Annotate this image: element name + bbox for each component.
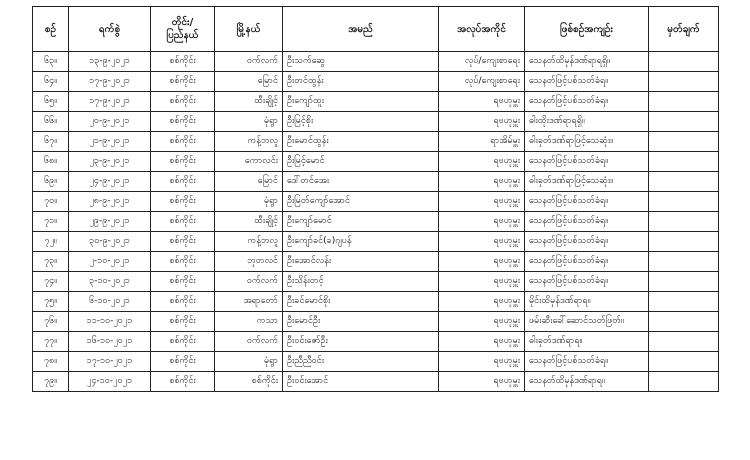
- summary-cell: သေနတ်ဖြင့်ပစ်သတ်ခံရ။: [525, 72, 649, 92]
- header-serial: စဉ်: [33, 7, 69, 52]
- township-cell: ဘုတလင်: [215, 252, 283, 272]
- date-cell: ၁၁-၁၀-၂၀၂၁: [69, 312, 151, 332]
- summary-cell: သေနတ်ဖြင့်ပစ်သတ်ခံရ။: [525, 192, 649, 212]
- serial-cell: ၆၄။: [33, 72, 69, 92]
- name-cell: ဦးကျော်မောင်: [283, 212, 439, 232]
- table-row: [33, 232, 719, 252]
- summary-cell: ဓါးခုတ်ဒဏ်ရာရ။: [525, 332, 649, 352]
- summary-cell: သေနတ်ဖြင့်ပစ်သတ်ခံရ။: [525, 152, 649, 172]
- serial-cell: ၇၆။: [33, 312, 69, 332]
- summary-cell: သေနတ်ဖြင့်ပစ်သတ်ခံရ။: [525, 232, 649, 252]
- township-cell: မုံရွာ: [215, 352, 283, 372]
- township-cell: ထီးချိုင့်: [215, 212, 283, 232]
- date-cell: ၁၇-၉-၂၀၂၁: [69, 92, 151, 112]
- township-cell: မြောင်: [215, 172, 283, 192]
- table-row: [33, 52, 719, 72]
- table-row: [33, 172, 719, 192]
- serial-cell: ၆၃။: [33, 52, 69, 72]
- header-name: အမည်: [283, 7, 439, 52]
- occupation-cell: ရာအိမ်မှူး: [439, 132, 525, 152]
- date-cell: ၂၄-၉-၂၀၂၁: [69, 172, 151, 192]
- region-cell: စစ်ကိုင်း: [151, 312, 215, 332]
- remarks-cell: [649, 252, 719, 272]
- remarks-cell: [649, 112, 719, 132]
- name-cell: ဦးမြတ်ကျော်အောင်: [283, 192, 439, 212]
- region-cell: စစ်ကိုင်း: [151, 92, 215, 112]
- summary-cell: သေနတ်ထိမှန်ဒဏ်ရာရရှိ။: [525, 52, 649, 72]
- region-cell: စစ်ကိုင်း: [151, 192, 215, 212]
- name-cell: ဦးညီညီဝင်း: [283, 352, 439, 372]
- township-cell: ကသာ: [215, 312, 283, 332]
- date-cell: ၂၈-၉-၂၀၂၁: [69, 192, 151, 212]
- occupation-cell: ရဗဟုမှူး: [439, 172, 525, 192]
- remarks-cell: [649, 52, 719, 72]
- township-cell: မုံရွာ: [215, 112, 283, 132]
- occupation-cell: ရဗဟုမှူး: [439, 112, 525, 132]
- township-cell: ဝက်လက်: [215, 52, 283, 72]
- region-cell: စစ်ကိုင်း: [151, 252, 215, 272]
- region-cell: စစ်ကိုင်း: [151, 372, 215, 392]
- serial-cell: ၇၀။: [33, 192, 69, 212]
- date-cell: ၂၀-၉-၂၀၂၁: [69, 112, 151, 132]
- region-cell: စစ်ကိုင်း: [151, 352, 215, 372]
- date-cell: ၁၆-၁၀-၂၀၂၁: [69, 332, 151, 352]
- occupation-cell: ရဗဟုမှူး: [439, 372, 525, 392]
- date-cell: ၂၉-၉-၂၀၂၁: [69, 212, 151, 232]
- remarks-cell: [649, 352, 719, 372]
- date-cell: ၁၃-၉-၂၀၂၁: [69, 52, 151, 72]
- serial-cell: ၇၁။: [33, 212, 69, 232]
- serial-cell: ၇၅။: [33, 292, 69, 312]
- header-township: မြို့နယ်: [215, 7, 283, 52]
- township-cell: ကန့်ဘလူ: [215, 232, 283, 252]
- occupation-cell: ရဗဟုမှူး: [439, 312, 525, 332]
- region-cell: စစ်ကိုင်း: [151, 52, 215, 72]
- table-row: [33, 72, 719, 92]
- name-cell: ဦးတင်ထွန်း: [283, 72, 439, 92]
- summary-cell: သေနတ်ဖြင့်ပစ်သတ်ခံရ။: [525, 352, 649, 372]
- table-row: [33, 112, 719, 132]
- occupation-cell: ရဗဟုမှူး: [439, 152, 525, 172]
- township-cell: စစ်ကိုင်း: [215, 372, 283, 392]
- table-row: [33, 252, 719, 272]
- remarks-cell: [649, 132, 719, 152]
- date-cell: ၁၇-၉-၂၀၂၁: [69, 72, 151, 92]
- serial-cell: ၆၅။: [33, 92, 69, 112]
- name-cell: ဦးသိန်းတင့်: [283, 272, 439, 292]
- township-cell: မြောင်: [215, 72, 283, 92]
- serial-cell: ၆၆။: [33, 112, 69, 132]
- date-cell: ၃-၁၀-၂၀၂၁: [69, 272, 151, 292]
- date-cell: ၂၁-၉-၂၀၂၁: [69, 132, 151, 152]
- incident-table: [32, 6, 719, 392]
- table-row: [33, 292, 719, 312]
- header-remarks: မှတ်ချက်: [649, 7, 719, 52]
- summary-cell: သေနတ်ဖြင့်ပစ်သတ်ခံရ။: [525, 92, 649, 112]
- table-row: [33, 312, 719, 332]
- remarks-cell: [649, 272, 719, 292]
- remarks-cell: [649, 172, 719, 192]
- date-cell: ၂-၁၀-၂၀၂၁: [69, 252, 151, 272]
- remarks-cell: [649, 332, 719, 352]
- summary-cell: ဓါးခုတ်ဒဏ်ရာဖြင့်သေဆုံး။: [525, 132, 649, 152]
- summary-cell: သေနတ်ဖြင့်ပစ်သတ်ခံရ။: [525, 252, 649, 272]
- table-row: [33, 272, 719, 292]
- occupation-cell: လုပ်/ကျေးစာရေး: [439, 52, 525, 72]
- summary-cell: သေနတ်ဖြင့်ပစ်သတ်ခံရ။: [525, 272, 649, 292]
- table-row: [33, 92, 719, 112]
- name-cell: ဦးကျော်ခင်(ခ)ဂျပန်: [283, 232, 439, 252]
- table-row: [33, 212, 719, 232]
- table-row: [33, 132, 719, 152]
- name-cell: ဦးဝင်းအောင်: [283, 372, 439, 392]
- header-summary: ဖြစ်စဉ်အကျဉ်း: [525, 7, 649, 52]
- serial-cell: ၇၂။: [33, 232, 69, 252]
- remarks-cell: [649, 232, 719, 252]
- occupation-cell: ရဗဟုမှူး: [439, 192, 525, 212]
- region-cell: စစ်ကိုင်း: [151, 232, 215, 252]
- remarks-cell: [649, 192, 719, 212]
- name-cell: ဒေါ်တင်အေး: [283, 172, 439, 192]
- date-cell: ၂၄-၁၀-၂၀၂၁: [69, 372, 151, 392]
- township-cell: ထီးချိုင့်: [215, 92, 283, 112]
- occupation-cell: ရဗဟုမှူး: [439, 232, 525, 252]
- summary-cell: ဓါးခုတ်ဒဏ်ရာဖြင့်သေဆုံး။: [525, 172, 649, 192]
- remarks-cell: [649, 312, 719, 332]
- table-row: [33, 352, 719, 372]
- name-cell: ဦးအောင်လန်း: [283, 252, 439, 272]
- occupation-cell: ရဗဟုမှူး: [439, 212, 525, 232]
- serial-cell: ၇၃။: [33, 252, 69, 272]
- township-cell: ဝက်လက်: [215, 332, 283, 352]
- serial-cell: ၆၉။: [33, 172, 69, 192]
- serial-cell: ၇၈။: [33, 352, 69, 372]
- remarks-cell: [649, 92, 719, 112]
- summary-cell: သေနတ်ဖြင့်ပစ်သတ်ခံရ။: [525, 212, 649, 232]
- township-cell: အရာတော်: [215, 292, 283, 312]
- region-cell: စစ်ကိုင်း: [151, 332, 215, 352]
- township-cell: ဝက်လက်: [215, 272, 283, 292]
- table-row: [33, 332, 719, 352]
- header-row: [33, 7, 719, 52]
- name-cell: ဦးမောင်ထွန်း: [283, 132, 439, 152]
- serial-cell: ၇၇။: [33, 332, 69, 352]
- region-cell: စစ်ကိုင်း: [151, 72, 215, 92]
- summary-cell: ဖမ်းဆီးခေါ်ဆောင်သတ်ဖြတ်။: [525, 312, 649, 332]
- remarks-cell: [649, 372, 719, 392]
- occupation-cell: လုပ်/ကျေးစာရေး: [439, 72, 525, 92]
- township-cell: ကန့်ဘလူ: [215, 132, 283, 152]
- serial-cell: ၇၄။: [33, 272, 69, 292]
- occupation-cell: ရဗဟုမှူး: [439, 252, 525, 272]
- header-date: ရက်စွဲ: [69, 7, 151, 52]
- date-cell: ၂၃-၉-၂၀၂၁: [69, 152, 151, 172]
- name-cell: ဦးသက်ဆွေ: [283, 52, 439, 72]
- occupation-cell: ရဗဟုမှူး: [439, 352, 525, 372]
- header-occupation: အလုပ်အကိုင်: [439, 7, 525, 52]
- header-region: တိုင်း/ ပြည်နယ်: [151, 7, 215, 52]
- date-cell: ၃၀-၉-၂၀၂၁: [69, 232, 151, 252]
- occupation-cell: ရဗဟုမှူး: [439, 92, 525, 112]
- region-cell: စစ်ကိုင်း: [151, 212, 215, 232]
- remarks-cell: [649, 212, 719, 232]
- name-cell: ဦးကျော်ထူး: [283, 92, 439, 112]
- region-cell: စစ်ကိုင်း: [151, 112, 215, 132]
- region-cell: စစ်ကိုင်း: [151, 292, 215, 312]
- remarks-cell: [649, 292, 719, 312]
- township-cell: ကောလင်း: [215, 152, 283, 172]
- table-row: [33, 192, 719, 212]
- name-cell: ဦးမောင်ဦး: [283, 312, 439, 332]
- name-cell: ဦးမြင့်စိုး: [283, 112, 439, 132]
- region-cell: စစ်ကိုင်း: [151, 272, 215, 292]
- serial-cell: ၆၈။: [33, 152, 69, 172]
- township-cell: မုံရွာ: [215, 192, 283, 212]
- summary-cell: မိုင်းထိမှန်ဒဏ်ရာရ။: [525, 292, 649, 312]
- date-cell: ၁၇-၁၀-၂၀၂၁: [69, 352, 151, 372]
- table-row: [33, 152, 719, 172]
- name-cell: ဦးမြင့်မောင်: [283, 152, 439, 172]
- occupation-cell: ရဗဟုမှူး: [439, 272, 525, 292]
- name-cell: ဦးဝင်းဇော်ဦး: [283, 332, 439, 352]
- remarks-cell: [649, 152, 719, 172]
- table-row: [33, 372, 719, 392]
- region-cell: စစ်ကိုင်း: [151, 172, 215, 192]
- region-cell: စစ်ကိုင်း: [151, 132, 215, 152]
- occupation-cell: ရဗဟုမှူး: [439, 332, 525, 352]
- summary-cell: သေနတ်ထိမှန်ဒဏ်ရာရ။: [525, 372, 649, 392]
- serial-cell: ၇၉။: [33, 372, 69, 392]
- summary-cell: ဓါးထိုးဒဏ်ရာရရှိ။: [525, 112, 649, 132]
- remarks-cell: [649, 72, 719, 92]
- date-cell: ၆-၁၀-၂၀၂၁: [69, 292, 151, 312]
- name-cell: ဦးခင်မောင်စိုး: [283, 292, 439, 312]
- serial-cell: ၆၇။: [33, 132, 69, 152]
- occupation-cell: ရဗဟုမှူး: [439, 292, 525, 312]
- region-cell: စစ်ကိုင်း: [151, 152, 215, 172]
